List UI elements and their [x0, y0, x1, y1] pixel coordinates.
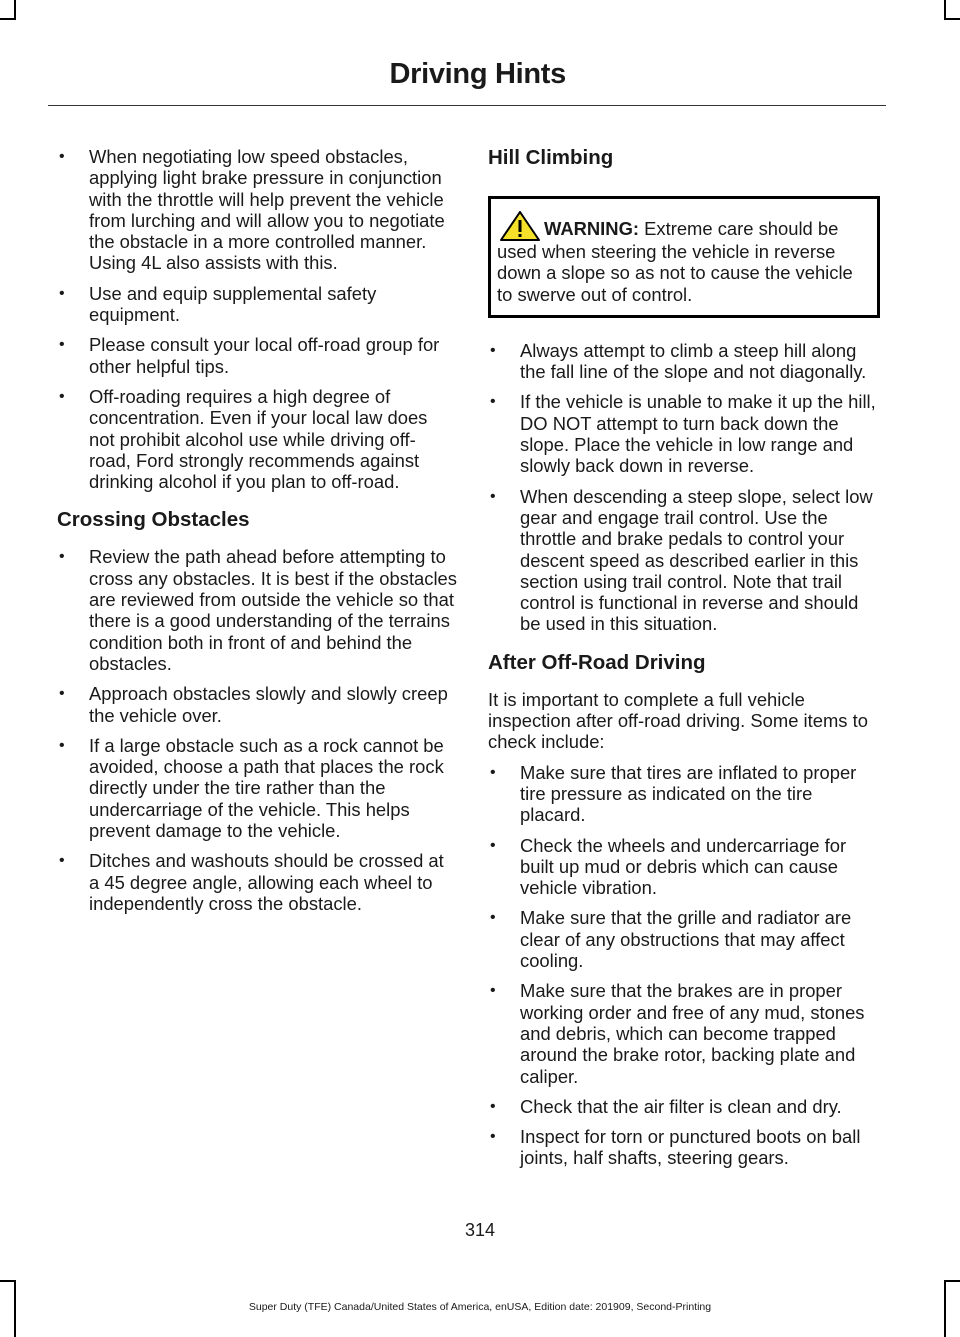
crop-mark-top-right-vertical	[944, 0, 946, 20]
warning-text: Extreme care should be used when steering the vehicle in reverse down a slope so as not to cause the vehicle to swerve out of control.	[497, 218, 853, 305]
list-item-text: Review the path ahead before attempting to cross any obstacles. It is best if the obstacles are reviewed from outside the vehicle so that there is a good understanding of the terrains condition both in front of and behind the obstacles.	[89, 546, 457, 674]
bullet-icon: •	[59, 284, 65, 302]
bullet-icon: •	[59, 852, 65, 870]
list-item	[57, 386, 457, 492]
warning-box	[488, 196, 880, 318]
left-column	[57, 146, 457, 923]
bullet-icon: •	[490, 393, 496, 411]
list-item	[488, 486, 880, 635]
list-item-text: Always attempt to climb a steep hill along the fall line of the slope and not diagonally.	[520, 339, 867, 383]
crossing-bullet-list	[57, 546, 457, 914]
warning-triangle-icon	[500, 211, 540, 241]
bullet-icon: •	[59, 548, 65, 566]
bullet-icon: •	[490, 1097, 496, 1115]
list-item	[488, 762, 880, 826]
list-item	[488, 980, 880, 1086]
bullet-icon: •	[490, 1128, 496, 1146]
list-item	[57, 850, 457, 914]
intro-bullet-list	[57, 146, 457, 492]
crop-mark-top-left-vertical	[14, 0, 16, 20]
bullet-icon: •	[59, 148, 65, 165]
list-item	[488, 907, 880, 971]
list-item-text: If the vehicle is unable to make it up the hill, DO NOT attempt to turn back down the slope. Place the vehicle in low range and slowly back down in reverse.	[520, 391, 876, 477]
header-rule	[48, 105, 886, 106]
list-item	[57, 735, 457, 841]
list-item	[488, 1126, 880, 1169]
bullet-icon: •	[490, 982, 496, 1000]
after-off-road-intro: It is important to complete a full vehicle inspection after off-road driving. Some items to check include:	[488, 688, 868, 753]
page-header-title: Driving Hints	[389, 58, 566, 90]
list-item-text: Make sure that tires are inflated to proper tire pressure as indicated on the tire placard.	[520, 761, 857, 826]
list-item-text: Check that the air filter is clean and dry.	[520, 1095, 842, 1117]
list-item-text: Check the wheels and undercarriage for built up mud or debris which can cause vehicle vibration.	[520, 834, 847, 899]
crop-mark-top-right-horizontal	[944, 18, 960, 20]
list-item	[57, 334, 457, 377]
list-item	[57, 683, 457, 726]
crop-mark-top-left-horizontal	[0, 18, 16, 20]
list-item-text: Off-roading requires a high degree of concentration. Even if your local law does not prohibit alcohol use while driving off-road, Ford strongly recommends against drinking alcohol if you plan to off-road.	[89, 385, 428, 493]
list-item-text: Ditches and washouts should be crossed at a 45 degree angle, allowing each wheel to independently cross the obstacle.	[89, 850, 444, 914]
after-bullet-list	[488, 762, 880, 1169]
hill-climbing-heading: Hill Climbing	[488, 146, 614, 169]
list-item	[488, 391, 880, 476]
bullet-icon: •	[490, 763, 496, 781]
list-item-text: Make sure that the grille and radiator are clear of any obstructions that may affect cooling.	[520, 907, 852, 972]
crop-mark-bottom-right-horizontal	[944, 1280, 960, 1282]
list-item	[57, 283, 457, 326]
bullet-icon: •	[490, 909, 496, 927]
bullet-icon: •	[59, 336, 65, 354]
after-off-road-heading: After Off-Road Driving	[488, 650, 706, 674]
hill-bullet-list	[488, 340, 880, 635]
crossing-obstacles-heading: Crossing Obstacles	[57, 508, 250, 532]
list-item-text: Please consult your local off-road group for other helpful tips.	[89, 334, 440, 377]
warning-label: WARNING:	[544, 218, 640, 239]
list-item-text: Approach obstacles slowly and slowly creep the vehicle over.	[89, 683, 448, 726]
bullet-icon: •	[490, 836, 496, 854]
crop-mark-bottom-left-horizontal	[0, 1280, 16, 1282]
list-item-text: If a large obstacle such as a rock cannot be avoided, choose a path that places the rock directly under the tire rather than the undercarriage of the vehicle. This helps prevent damage to the vehicle.	[89, 734, 444, 842]
bullet-icon: •	[490, 487, 496, 505]
list-item-text: When negotiating low speed obstacles, applying light brake pressure in conjunction with the throttle will help prevent the vehicle from lurching and will allow you to negotiate the obstacle in a more controlled manner. Using 4L also assists with this.	[89, 146, 445, 274]
bullet-icon: •	[59, 685, 65, 703]
list-item	[488, 340, 880, 383]
list-item-text: Inspect for torn or punctured boots on ball joints, half shafts, steering gears.	[520, 1126, 861, 1169]
list-item	[488, 1096, 880, 1117]
footer-edition-info: Super Duty (TFE) Canada/United States of America, enUSA, Edition date: 201909, Second-Printing	[248, 1301, 712, 1313]
right-column	[488, 146, 880, 1178]
list-item-text: Use and equip supplemental safety equipment.	[89, 282, 377, 326]
list-item	[57, 546, 457, 674]
list-item-text: Make sure that the brakes are in proper working order and free of any mud, stones and debris, which can become trapped around the brake rotor, backing plate and caliper.	[520, 980, 865, 1087]
bullet-icon: •	[59, 736, 65, 754]
bullet-icon: •	[59, 387, 65, 405]
list-item	[57, 146, 457, 274]
bullet-icon: •	[490, 341, 496, 359]
page-number: 314	[464, 1220, 496, 1240]
list-item-text: When descending a steep slope, select low gear and engage trail control. Use the throttle and brake pedals to control your descent speed as described earlier in this section using trail control. Note that trail control is functional in reverse and should be used in this situation.	[520, 485, 873, 635]
list-item	[488, 835, 880, 899]
